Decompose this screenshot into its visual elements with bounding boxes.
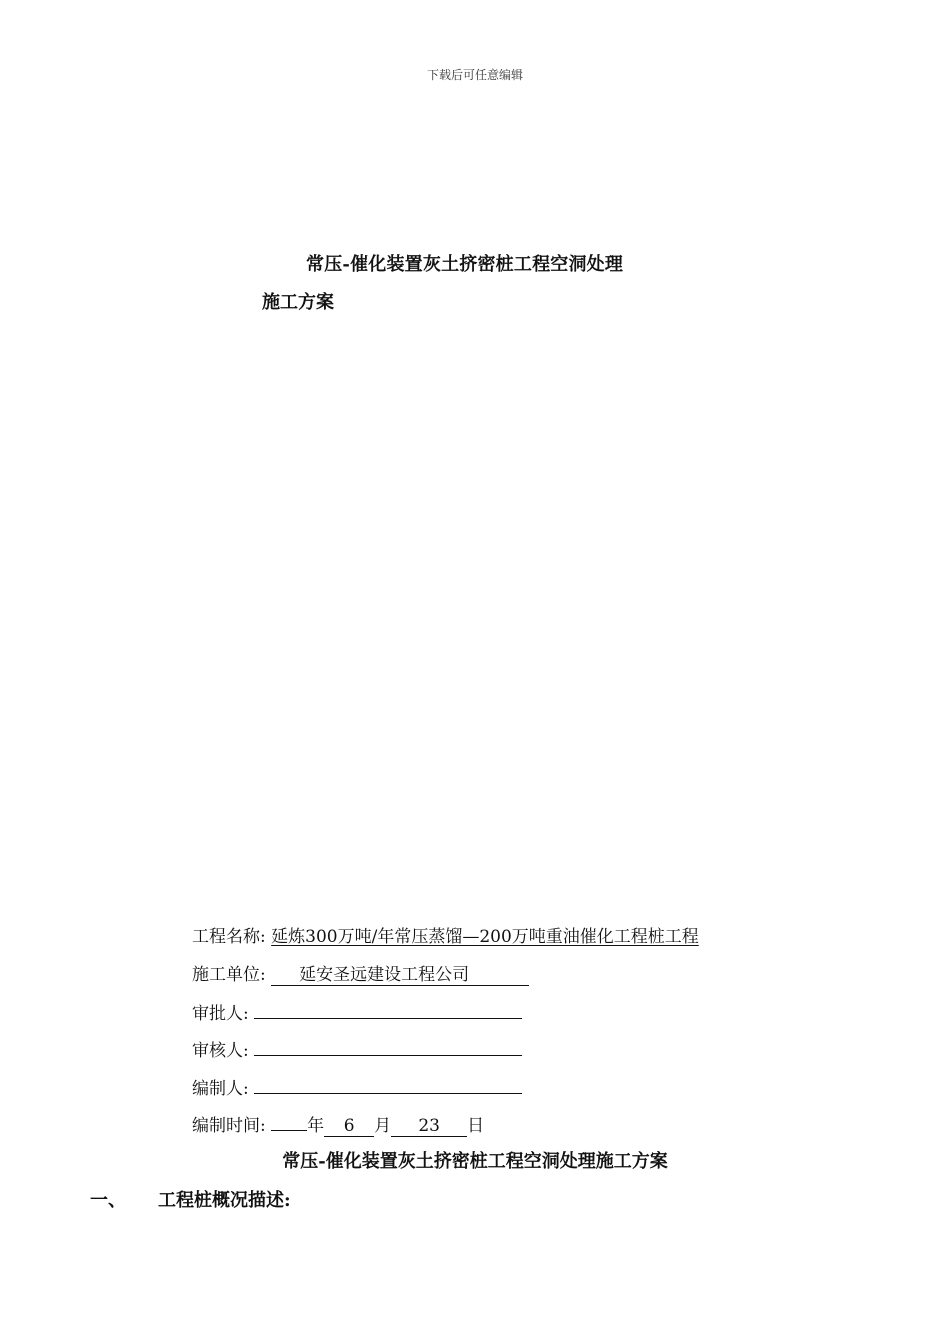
construction-unit-row xyxy=(192,960,529,986)
compiler-row xyxy=(192,1073,522,1099)
construction-unit-field xyxy=(271,960,529,986)
reviewer-row xyxy=(192,1035,522,1061)
compiler-signature-line xyxy=(254,1073,522,1094)
section-1-number: 一、 xyxy=(90,1190,126,1211)
project-name-value: 延炼300万吨/年常压蒸馏—200万吨重油催化工程桩工程 xyxy=(271,927,699,947)
reviewer-signature-line xyxy=(254,1035,522,1056)
project-name-row xyxy=(192,922,699,947)
approver-signature-line xyxy=(254,998,522,1019)
year-value xyxy=(271,1110,307,1131)
compiler-label: 编制人: xyxy=(192,1079,249,1099)
construction-unit-value: 延安圣远建设工程公司 xyxy=(299,965,470,985)
approver-row xyxy=(192,998,522,1024)
day-unit: 日 xyxy=(467,1116,485,1136)
project-name-label: 工程名称: xyxy=(192,927,266,947)
month-unit: 月 xyxy=(374,1116,392,1136)
year-unit: 年 xyxy=(307,1116,325,1136)
approver-label: 审批人: xyxy=(192,1004,249,1024)
compile-time-row xyxy=(192,1110,484,1137)
compile-time-label: 编制时间: xyxy=(192,1116,266,1136)
document-main-title: 常压-催化装置灰土挤密桩工程空洞处理施工方案 xyxy=(282,1151,668,1172)
day-value: 23 xyxy=(391,1116,467,1137)
section-1-title: 工程桩概况描述: xyxy=(158,1190,291,1211)
construction-unit-label: 施工单位: xyxy=(192,965,266,985)
month-value: 6 xyxy=(324,1116,374,1137)
page-header: 下载后可任意编辑 xyxy=(426,68,523,82)
cover-title-line2: 施工方案 xyxy=(262,292,334,313)
cover-title-line1: 常压-催化装置灰土挤密桩工程空洞处理 xyxy=(306,254,624,275)
reviewer-label: 审核人: xyxy=(192,1041,249,1061)
